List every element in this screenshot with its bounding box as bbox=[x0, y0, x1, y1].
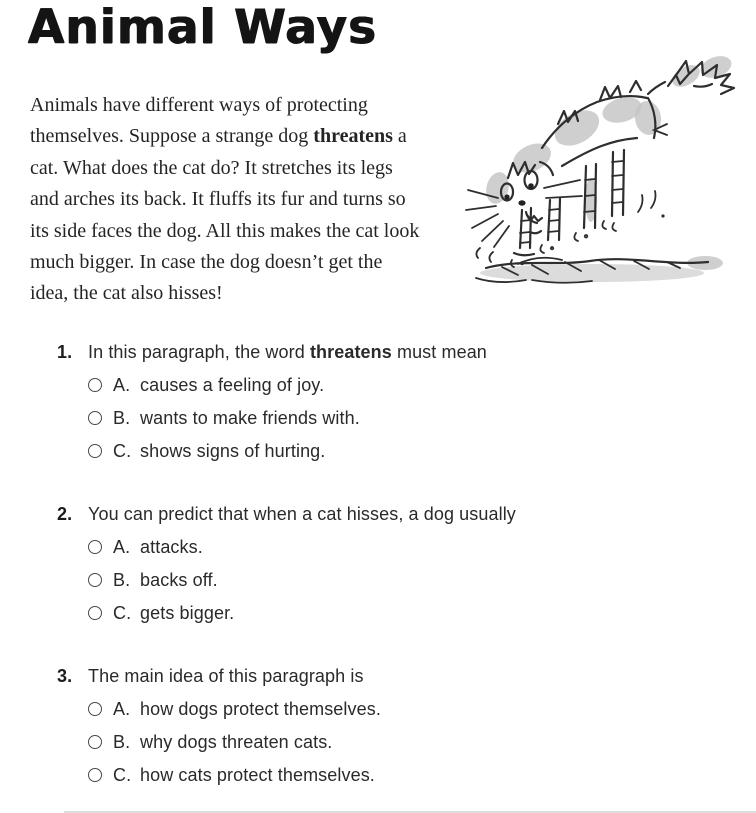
passage-line: idea, the cat also hisses! bbox=[30, 282, 223, 305]
question-prompt: 2. You can predict that when a cat hisses, a dog usually bbox=[57, 504, 516, 524]
question-prompt: 1. In this paragraph, the word threatens must mean bbox=[57, 342, 487, 362]
option-letter: B. bbox=[113, 731, 131, 752]
passage-line: its side faces the dog. All this makes the cat look bbox=[30, 219, 420, 242]
radio-button[interactable] bbox=[88, 573, 102, 587]
option-text: attacks. bbox=[140, 536, 203, 557]
radio-button[interactable] bbox=[88, 411, 102, 425]
passage-line: and arches its back. It fluffs its fur and turns so bbox=[30, 188, 406, 211]
radio-button[interactable] bbox=[88, 540, 102, 554]
radio-button[interactable] bbox=[88, 444, 102, 458]
question-number: 3. bbox=[57, 666, 73, 686]
question-number: 1. bbox=[57, 342, 73, 362]
radio-button[interactable] bbox=[88, 378, 102, 392]
option-text: backs off. bbox=[140, 569, 218, 590]
option-row bbox=[88, 440, 516, 462]
question-1 bbox=[57, 341, 516, 462]
option-row bbox=[88, 764, 516, 786]
option-text: gets bigger. bbox=[140, 602, 235, 623]
radio-button[interactable] bbox=[88, 768, 102, 782]
question-3 bbox=[57, 665, 516, 786]
option-text: shows signs of hurting. bbox=[140, 440, 326, 461]
option-row bbox=[88, 731, 516, 753]
passage-line: themselves. Suppose a strange dog threatens a bbox=[30, 125, 407, 148]
option-letter: C. bbox=[113, 764, 132, 785]
option-row bbox=[88, 407, 516, 429]
option-letter: B. bbox=[113, 569, 131, 590]
option-text: how cats protect themselves. bbox=[140, 764, 375, 785]
option-row bbox=[88, 569, 516, 591]
option-row bbox=[88, 602, 516, 624]
question-prompt: 3. The main idea of this paragraph is bbox=[57, 666, 364, 686]
option-letter: C. bbox=[113, 440, 132, 461]
radio-button[interactable] bbox=[88, 735, 102, 749]
radio-button[interactable] bbox=[88, 606, 102, 620]
cat-illustration bbox=[462, 40, 754, 290]
option-text: wants to make friends with. bbox=[140, 407, 360, 428]
passage-line: cat. What does the cat do? It stretches its legs bbox=[30, 156, 393, 179]
option-text: causes a feeling of joy. bbox=[140, 374, 325, 395]
option-letter: A. bbox=[113, 536, 131, 557]
option-row bbox=[88, 698, 516, 720]
option-letter: B. bbox=[113, 407, 131, 428]
option-letter: A. bbox=[113, 698, 131, 719]
page-title: Animal Ways bbox=[28, 0, 378, 55]
option-text: why dogs threaten cats. bbox=[140, 731, 333, 752]
option-letter: C. bbox=[113, 602, 132, 623]
option-row bbox=[88, 536, 516, 558]
option-row bbox=[88, 374, 516, 396]
hissing-cat-sketch bbox=[462, 40, 754, 290]
passage-line: Animals have different ways of protecting bbox=[30, 94, 368, 116]
reading-passage bbox=[30, 90, 480, 310]
question-2 bbox=[57, 503, 516, 624]
option-letter: A. bbox=[113, 374, 131, 395]
question-list bbox=[57, 341, 516, 786]
passage-line: much bigger. In case the dog doesn’t get the bbox=[30, 250, 383, 273]
option-text: how dogs protect themselves. bbox=[140, 698, 381, 719]
question-number: 2. bbox=[57, 504, 73, 524]
radio-button[interactable] bbox=[88, 702, 102, 716]
